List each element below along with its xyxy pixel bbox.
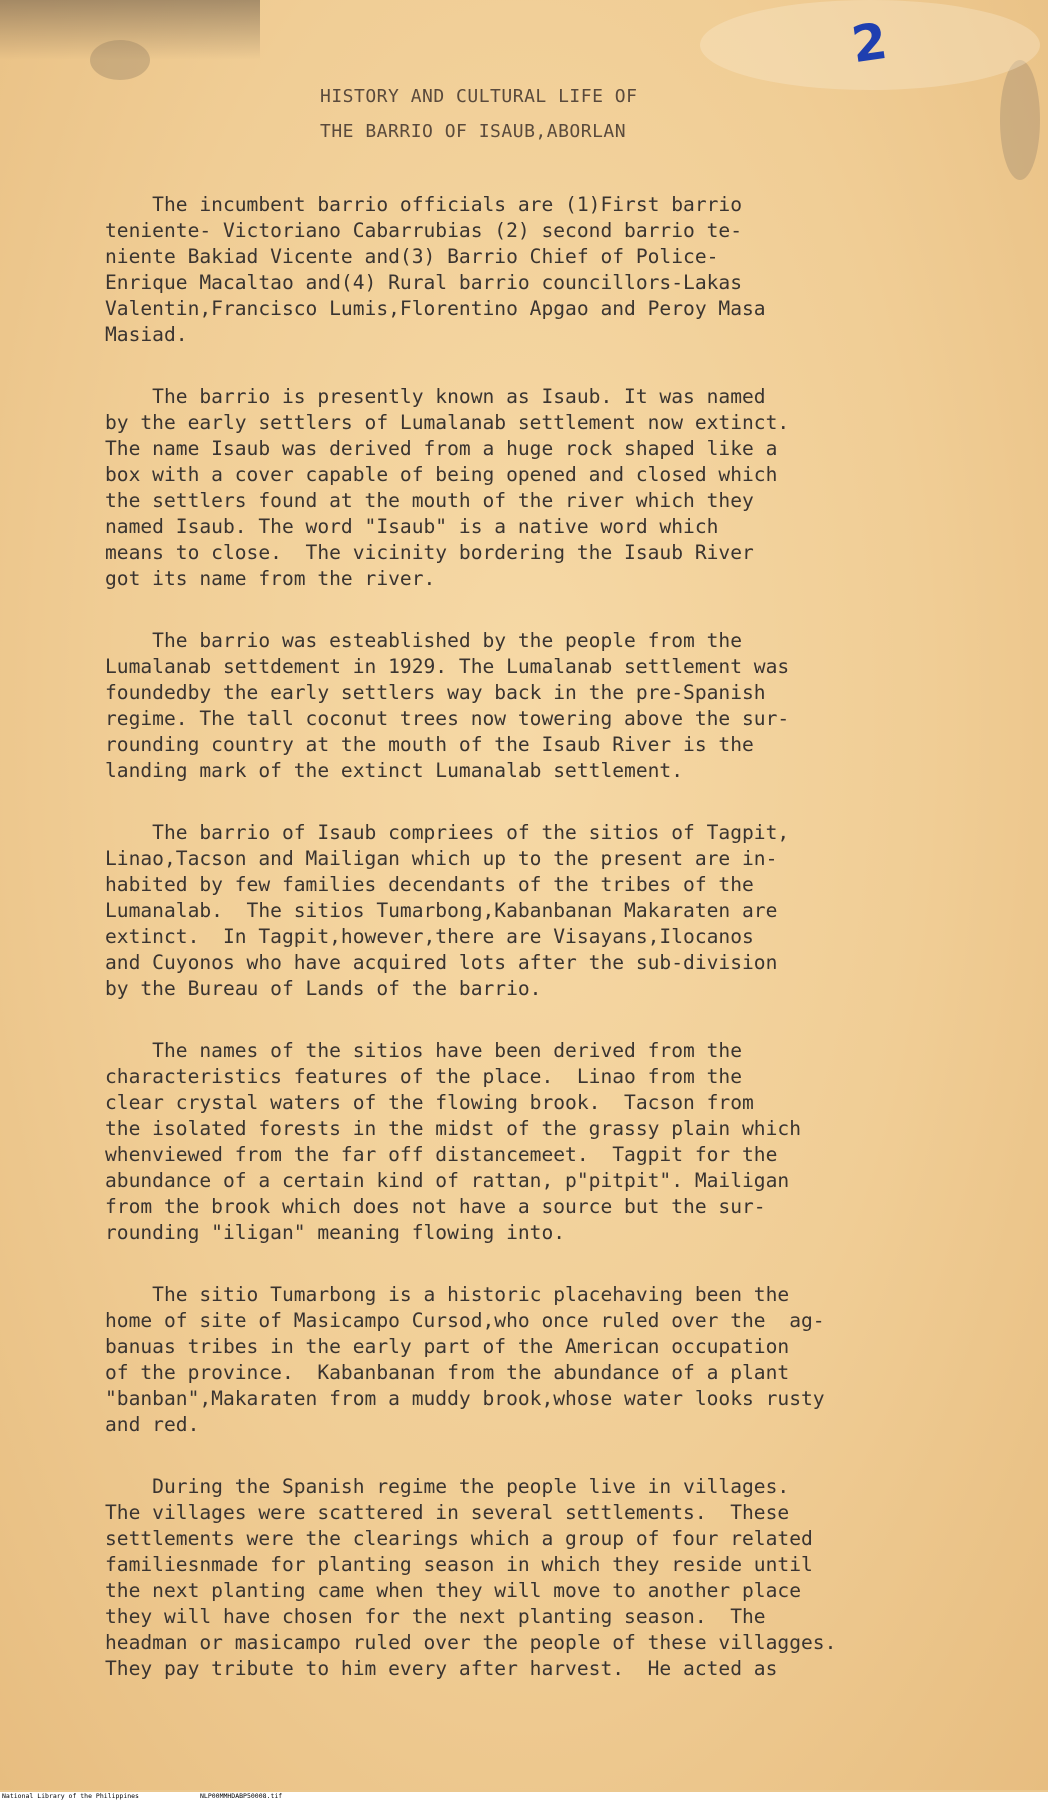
paragraph-name-origin: The barrio is presently known as Isaub. It was named by the early settlers of Lumalanab settlement now extinct. The name Isaub was derived from a huge rock shaped like a box with a cover capable of being opened and closed which the settlers found at the mouth of the river which they named Isaub. The word "Isaub" is a native word which means to close. The vicinity bordering the Isaub River got its name from the river. (105, 385, 790, 590)
document-body (105, 192, 1005, 1718)
footer-library: National Library of the Philippines (2, 1792, 139, 1800)
title-line-2: THE BARRIO OF ISAUB,ABORLAN (320, 121, 627, 142)
paragraph-spanish-regime: During the Spanish regime the people live in villages. The villages were scattered in several settlements. These settlements were the clearings which a group of four related familiesnmade for planting season in which they reside until the next planting came when they will move to another place they will have chosen for the next planting season. The headman or masicampo ruled over the people of these villagges. They pay tribute to him every after harvest. He acted as (105, 1475, 837, 1680)
handwritten-page-number: 2 (848, 11, 891, 75)
paragraph-officials: The incumbent barrio officials are (1)First barrio teniente- Victoriano Cabarrubias (2) second barrio te- niente Bakiad Vicente and(3) Barrio Chief of Police- Enrique Macaltao and(4) Rural barrio councillors-Lakas Valentin,Francisco Lumis,Florentino Apgao and Peroy Masa Masiad. (105, 193, 766, 346)
paragraph-tumarbong: The sitio Tumarbong is a historic placehaving been the home of site of Masicampo Cursod,who once ruled over the ag- banuas tribes in the early part of the American occupation of the province. Kabanbanan from the abundance of a plant "banban",Makaraten from a muddy brook,whose water looks rusty and red. (105, 1283, 825, 1436)
paper-edge-mark (1000, 60, 1040, 180)
footer-file-id: NLP00MMHDABP50008.tif (200, 1792, 283, 1800)
paper-tear-mark (90, 40, 150, 80)
scan-footer (0, 1792, 1048, 1800)
paragraph-sitios: The barrio of Isaub compriees of the sitios of Tagpit, Linao,Tacson and Mailigan which up to the present are in- habited by few families decendants of the tribes of the Lumanalab. The sitios Tumarbong,Kabanbanan Makaraten are extinct. In Tagpit,however,there are Visayans,Ilocanos and Cuyonos who have acquired lots after the sub-division by the Bureau of Lands of the barrio. (105, 821, 790, 1000)
paragraph-establishment: The barrio was esteablished by the people from the Lumalanab settdement in 1929. The Lumalanab settlement was foundedby the early settlers way back in the pre-Spanish regime. The tall coconut trees now towering above the sur- rounding country at the mouth of the Isaub River is the landing mark of the extinct Lumanalab settlement. (105, 629, 790, 782)
title-line-1: HISTORY AND CULTURAL LIFE OF (320, 86, 638, 107)
paragraph-sitio-names: The names of the sitios have been derived from the characteristics features of the place. Linao from the clear crystal waters of the flowing brook. Tacson from the isolated forests in the midst of the grassy plain which whenviewed from the far off distancemeet. Tagpit for the abundance of a certain kind of rattan, p"pitpit". Mailigan from the brook which does not have a source but the sur- rounding "iligan" meaning flowing into. (105, 1039, 801, 1244)
